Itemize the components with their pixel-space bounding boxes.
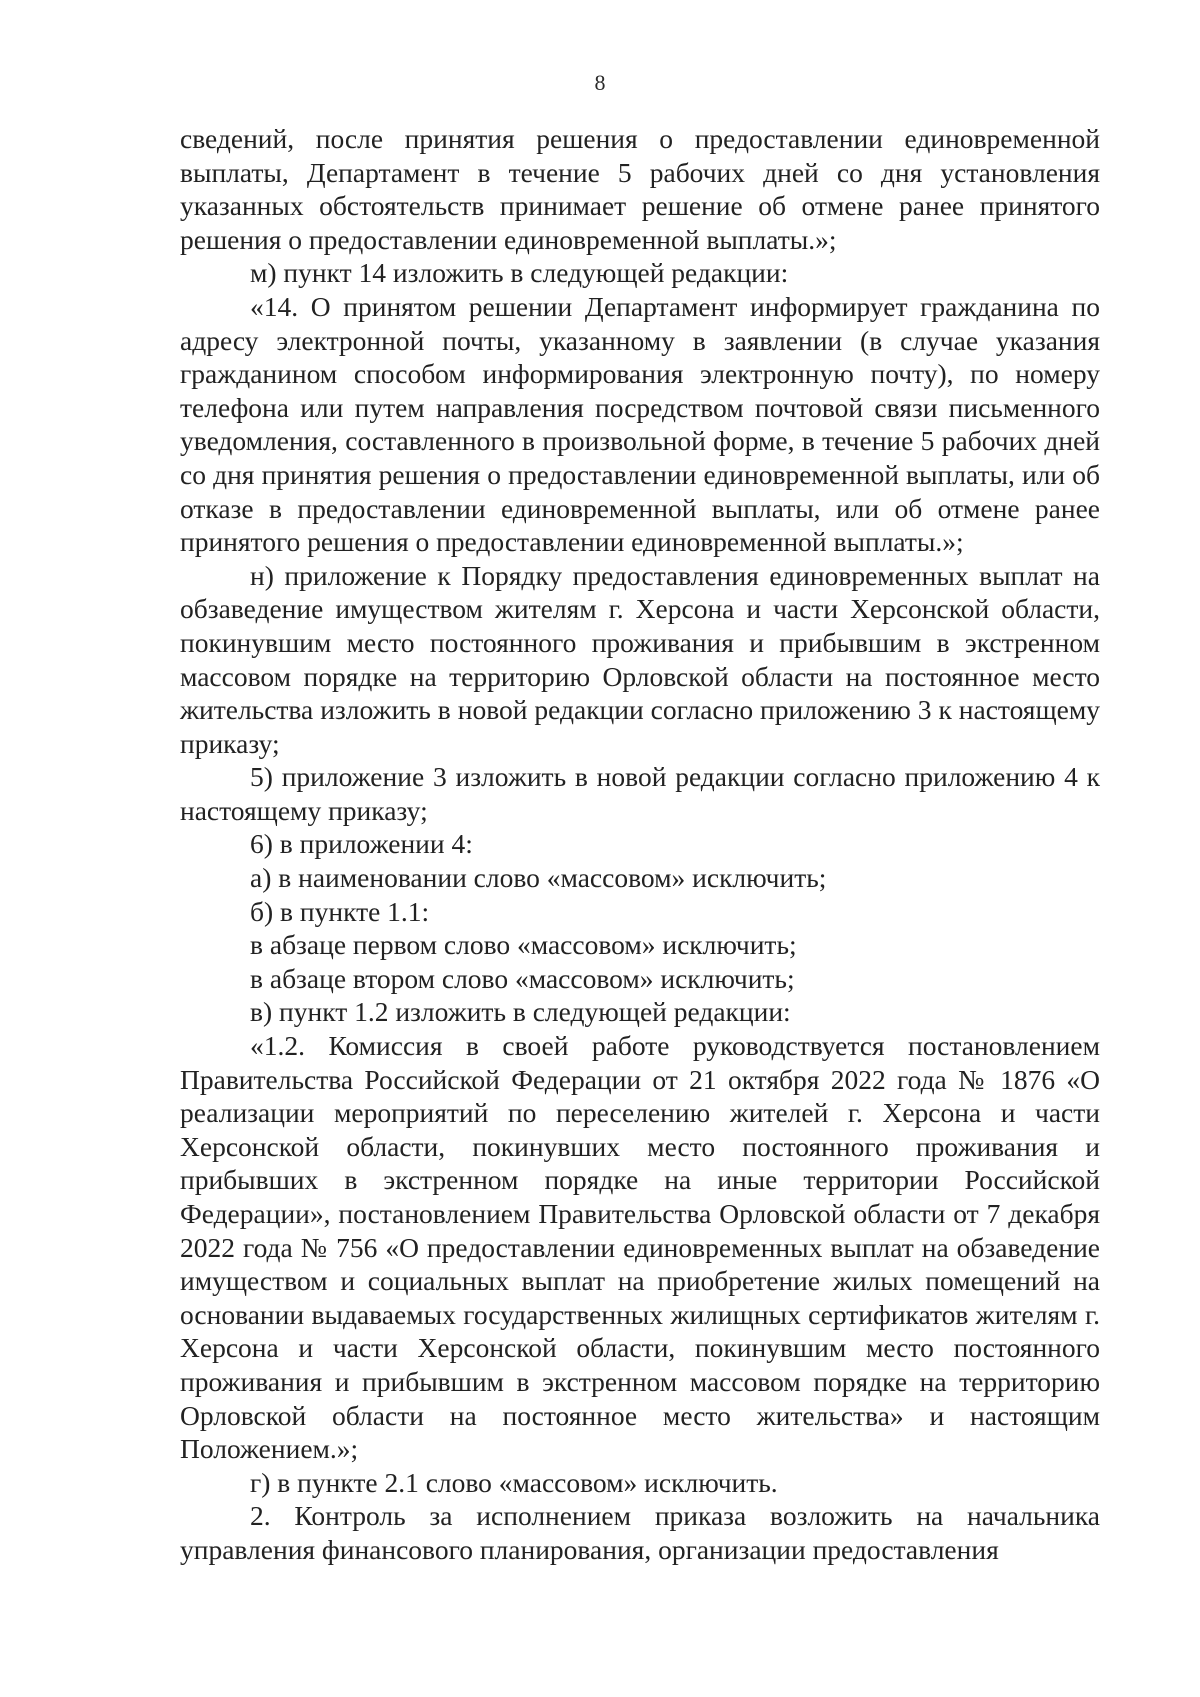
paragraph: 6) в приложении 4: [250,828,473,860]
paragraph: м) пункт 14 изложить в следующей редакции: [250,257,789,289]
paragraph: «1.2. Комиссия в своей работе руководствуется постановлением Правительства Российской Федерации от 21 октября 2022 года № 1876 «О реализации мероприятий по переселению жителей г. Херсона и части Херсонской области, покинувших место постоянного проживания и прибывших в экстренном порядке на иные территории Российской Федерации», постановлением Правительства Орловской области от 7 декабря 2022 года № 756 «О предоставлении единовременных выплат на обзаведение имуществом и социальных выплат на приобретение жилых помещений на основании выдаваемых государственных жилищных сертификатов жителям г. Херсона и части Херсонской области, покинувшим место постоянного проживания и прибывшим в экстренном массовом порядке на территорию Орловской области на постоянное место жительства» и настоящим Положением.»; [180,1030,1100,1465]
paragraph: 2. Контроль за исполнением приказа возложить на начальника управления финансового планирования, организации предоставления [180,1500,1100,1565]
document-body [180,122,1100,1567]
paragraph: сведений, после принятия решения о предоставлении единовременной выплаты, Департамент в течение 5 рабочих дней со дня установления указанных обстоятельств принимает решение об отмене ранее принятого решения о предоставлении единовременной выплаты.»; [180,123,1100,255]
paragraph: б) в пункте 1.1: [250,895,430,927]
paragraph: 5) приложение 3 изложить в новой редакции согласно приложению 4 к настоящему приказу; [180,761,1100,826]
page-number: 8 [594,70,606,95]
paragraph: «14. О принятом решении Департамент информирует гражданина по адресу электронной почты, указанному в заявлении (в случае указания гражданином способом информирования электронную почту), по номеру телефона или путем направления посредством почтовой связи письменного уведомления, составленного в произвольной форме, в течение 5 рабочих дней со дня принятия решения о предоставлении единовременной выплаты, или об отказе в предоставлении единовременной выплаты, или об отмене ранее принятого решения о предоставлении единовременной выплаты.»; [180,290,1100,558]
paragraph: в) пункт 1.2 изложить в следующей редакции: [250,996,791,1028]
paragraph: г) в пункте 2.1 слово «массовом» исключить. [250,1466,778,1498]
paragraph: в абзаце втором слово «массовом» исключить; [250,962,795,994]
paragraph: в абзаце первом слово «массовом» исключить; [250,929,797,961]
paragraph: а) в наименовании слово «массовом» исключить; [250,862,827,894]
paragraph: н) приложение к Порядку предоставления единовременных выплат на обзаведение имуществом жителям г. Херсона и части Херсонской области, покинувшим место постоянного проживания и прибывшим в экстренном массовом порядке на территорию Орловской области на постоянное место жительства изложить в новой редакции согласно приложению 3 к настоящему приказу; [180,559,1100,759]
